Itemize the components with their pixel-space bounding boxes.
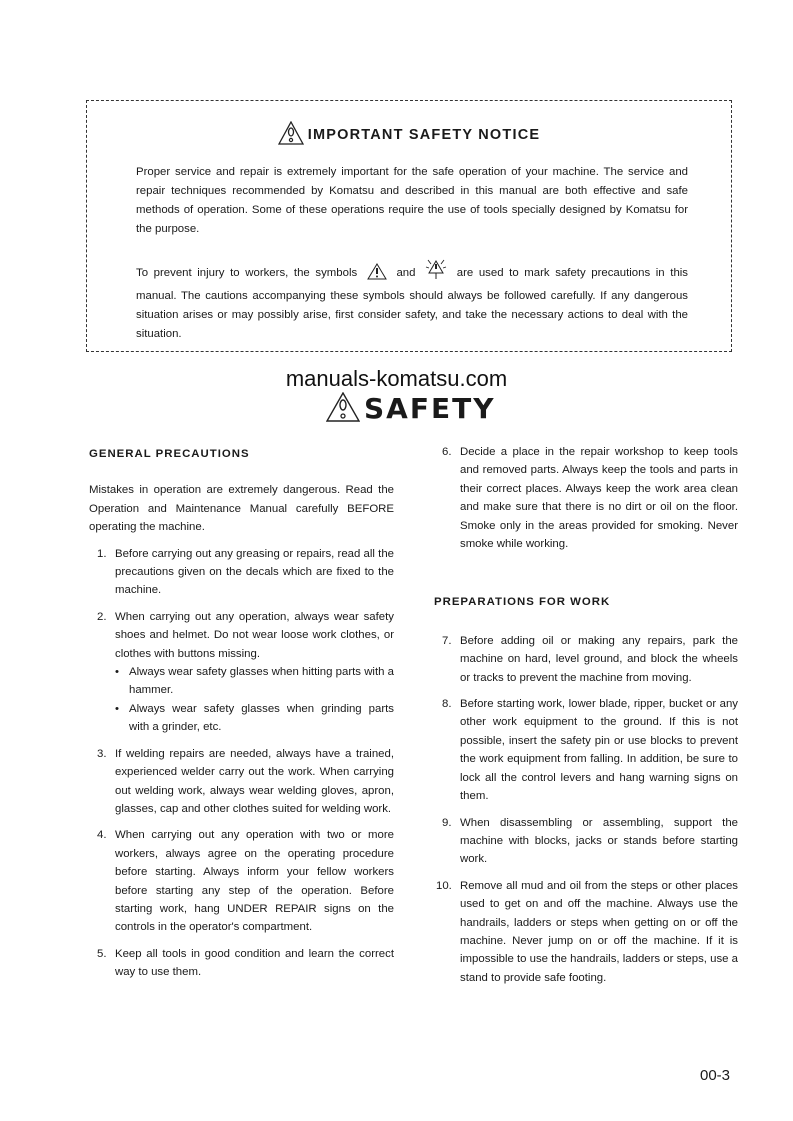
page-title: SAFETY: [326, 392, 495, 425]
warning-triangle-icon: [367, 263, 387, 287]
warning-triangle-icon: [278, 121, 304, 145]
list-item: 1. Before carrying out any greasing or repairs, read all the precautions given on the decals which are fixed to the machine.: [97, 547, 394, 597]
important-safety-notice-box: [86, 100, 732, 352]
list-item: 8. Before starting work, lower blade, ripper, bucket or any other work equipment to the ground. If this is not possible, insert the safety pin or use blocks to prevent the work equipment from falling. In addition, be sure to lock all the control levers and hang warning signs on them.: [442, 698, 738, 803]
list-item: 6. Decide a place in the repair workshop to keep tools and removed parts. Always keep the tools and parts in their correct places. Always keep the work area clean and make sure that there is no dirt or oil on the floor. Smoke only in the areas provided for smoking. Never smoke while working.: [442, 446, 738, 551]
list-item: 9. When disassembling or assembling, support the machine with blocks, jacks or stands before starting work.: [442, 816, 738, 866]
notice-paragraph-1: Proper service and repair is extremely important for the safe operation of your machine. The service and repair techniques recommended by Komatsu and described in this manual are both effective and safe methods of operation. Some of these operations require the use of tools specially designed by Komatsu for the purpose.: [136, 166, 688, 235]
intro-paragraph: Mistakes in operation are extremely dangerous. Read the Operation and Maintenance Manual carefully BEFORE operating the machine.: [89, 484, 394, 534]
section-heading: PREPARATIONS FOR WORK: [434, 596, 611, 609]
warning-triangle-icon: [326, 392, 360, 422]
notice-paragraph-2: To prevent injury to workers, the symbols and are used to mark safety precautions in this manual. The cautions accompanying these symbols should always be followed carefully. If any dangerous situation arises or may possibly arise, first consider safety, and take the necessary actions to deal with the situation.: [136, 258, 688, 344]
list-item: 10. Remove all mud and oil from the steps or other places used to get on and off the machine. Always use the handrails, ladders or steps when getting on or off the machine. Never jump on or off the machine. If it is impossible to use the handrails, ladders or steps, use a stand to provide safe footing.: [436, 879, 738, 984]
caution-hazard-icon: [425, 258, 447, 287]
list-item: 3. If welding repairs are needed, always have a trained, experienced welder carry out the work. When carrying out welding work, always wear welding gloves, apron, glasses, cap and other clothes suited for welding work.: [97, 747, 394, 815]
bullet-icon: •: [115, 666, 119, 679]
list-item: 2. When carrying out any operation, always wear safety shoes and helmet. Do not wear loose work clothes, or clothes with buttons missing. • Always wear safety glasses when hitting parts with a hammer. • Always wear safety glasses when grinding parts with a grinder, etc.: [89, 608, 394, 737]
section-heading: GENERAL PRECAUTIONS: [89, 448, 250, 460]
right-column: [434, 443, 738, 987]
page-number: 00-3: [700, 1067, 731, 1084]
list-item: 4. When carrying out any operation with two or more workers, always agree on the operating procedure before starting. Always inform your fellow workers before starting any step of the operation. Before starting work, hang UNDER REPAIR signs on the controls in the operator's compartment.: [97, 829, 394, 934]
list-item: 5. Keep all tools in good condition and learn the correct way to use them.: [97, 947, 394, 979]
list-item: 7. Before adding oil or making any repairs, park the machine on hard, level ground, and block the wheels or tracks to prevent the machine from moving.: [442, 634, 738, 684]
bullet-item: • Always wear safety glasses when grinding parts with a grinder, etc.: [115, 700, 394, 737]
notice-title: IMPORTANT SAFETY NOTICE: [87, 121, 731, 145]
general-precautions-section: [89, 445, 394, 982]
watermark-link[interactable]: manuals-komatsu.com: [285, 366, 508, 391]
bullet-item: • Always wear safety glasses when hitting parts with a hammer.: [115, 663, 394, 700]
bullet-icon: •: [115, 702, 119, 715]
